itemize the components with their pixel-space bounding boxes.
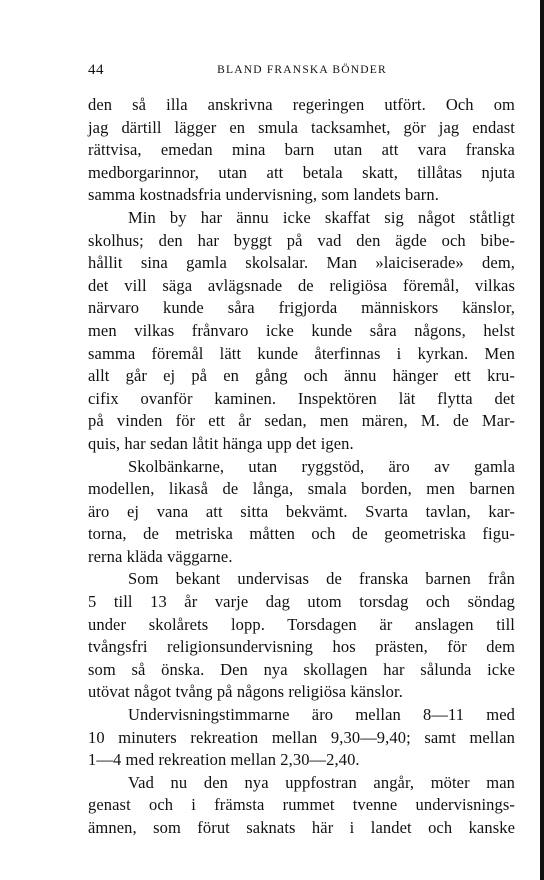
running-head: BLAND FRANSKA BÖNDER xyxy=(217,64,387,76)
text-line: allt går ej på en gång och ännu hänger ett kru- xyxy=(88,366,515,386)
text-line: jag därtill lägger en smula tacksamhet, gör jag endast xyxy=(88,117,515,137)
text-line: quis, har sedan låtit hänga upp det igen. xyxy=(88,433,354,453)
text-line: Min by har ännu icke skaffat sig något ståtligt xyxy=(128,207,515,227)
page-header xyxy=(88,62,516,84)
page-number: 44 xyxy=(88,62,104,78)
body-text xyxy=(88,94,515,840)
text-line: samma kostnadsfria undervisning, som landets barn. xyxy=(88,185,439,205)
text-line: Skolbänkarne, utan ryggstöd, äro av gamla xyxy=(128,456,515,476)
text-line: samma föremål lätt kunde återfinnas i kyrkan. Men xyxy=(88,343,515,363)
text-line: på vinden för ett år sedan, men mären, M. de Mar- xyxy=(88,411,515,431)
text-line: tvångsfri religionsundervisning hos prästen, för dem xyxy=(88,637,515,657)
text-line: genast och i främsta rummet tvenne undervisnings- xyxy=(88,795,515,815)
text-line: närvaro kunde såra frigjorda människors känslor, xyxy=(88,298,515,318)
text-line: medborgarinnor, utan att betala skatt, tillåtas njuta xyxy=(88,162,515,182)
text-line: rerna kläda väggarne. xyxy=(88,546,233,566)
text-line: 10 minuters rekreation mellan 9,30—9,40; samt mellan xyxy=(88,727,515,747)
text-line: ämnen, som förut saknats här i landet och kanske xyxy=(88,818,515,837)
text-line: rättvisa, emedan mina barn utan att vara franska xyxy=(88,140,515,160)
text-line: Som bekant undervisas de franska barnen från xyxy=(128,569,515,589)
text-line: torna, de metriska måtten och de geometriska figu- xyxy=(88,524,515,544)
text-line: hållit sina gamla skolsalar. Man »laiciserade» dem, xyxy=(88,253,515,273)
page-edge xyxy=(540,0,544,880)
text-line: men vilkas frånvaro icke kunde såra någons, helst xyxy=(88,320,515,340)
text-line: äro ej vana att sitta bekvämt. Svarta tavlan, kar- xyxy=(88,501,515,521)
text-line: det vill säga avlägsnade de religiösa föremål, vilkas xyxy=(88,275,515,295)
text-line: Vad nu den nya uppfostran angår, möter man xyxy=(128,772,515,792)
text-line: 5 till 13 år varje dag utom torsdag och söndag xyxy=(88,592,515,612)
text-line: cifix ovanför kaminen. Inspektören lät flytta det xyxy=(88,388,515,408)
text-line: under skolårets lopp. Torsdagen är anslagen till xyxy=(88,614,515,634)
text-line: som så önska. Den nya skollagen har sålunda icke xyxy=(88,659,515,679)
text-line: utövat något tvång på någons religiösa känslor. xyxy=(88,682,403,702)
text-line: 1—4 med rekreation mellan 2,30—2,40. xyxy=(88,750,360,770)
text-line: Undervisningstimmarne äro mellan 8—11 med xyxy=(128,705,515,725)
text-line: modellen, likaså de långa, smala borden, men barnen xyxy=(88,479,515,499)
text-line: skolhus; den har byggt på vad den ägde och bibe- xyxy=(88,230,515,250)
text-line: den så illa anskrivna regeringen utfört. Och om xyxy=(88,95,515,114)
